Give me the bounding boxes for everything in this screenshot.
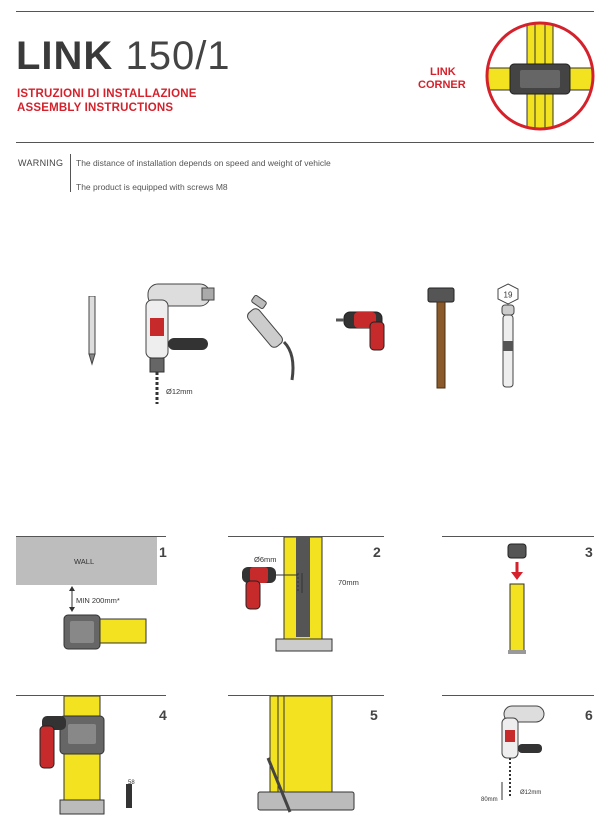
wall-label: WALL xyxy=(74,557,95,566)
subtitle-italian: ISTRUZIONI DI INSTALLAZIONE xyxy=(17,88,197,100)
drill-depth: 70mm xyxy=(338,578,359,587)
caulking-gun-icon xyxy=(244,294,314,384)
screw-size: 58 xyxy=(128,780,135,786)
step-number: 5 xyxy=(370,707,378,723)
step-number: 6 xyxy=(585,707,593,723)
drill-bit-size: Ø6mm xyxy=(254,555,277,564)
drill-bit-size: Ø12mm xyxy=(166,387,193,396)
sledgehammer-icon xyxy=(426,286,456,390)
warning-line: The product is equipped with screws M8 xyxy=(76,182,228,192)
step6-illustration xyxy=(496,702,556,802)
wrench-size-label: 19 xyxy=(503,290,513,300)
warning-line: The distance of installation depends on speed and weight of vehicle xyxy=(76,158,331,168)
corner-label-line1: LINK xyxy=(430,66,456,78)
warning-divider xyxy=(70,154,71,192)
min-distance-note: MIN 200mm* xyxy=(76,596,120,605)
step5-illustration xyxy=(254,696,358,816)
drill-bit-size: Ø12mm xyxy=(520,790,542,796)
step6-rule xyxy=(442,695,594,696)
header-rule xyxy=(16,142,594,143)
corner-label-line2: CORNER xyxy=(418,79,466,91)
torque-wrench-icon xyxy=(494,283,522,391)
step3-illustration xyxy=(500,540,536,656)
top-rule xyxy=(16,11,594,12)
step-number: 4 xyxy=(159,707,167,723)
drill-depth: 80mm xyxy=(481,797,498,803)
step3-rule xyxy=(442,536,594,537)
page-title: LINK 150/1 xyxy=(16,34,231,78)
subtitle-english: ASSEMBLY INSTRUCTIONS xyxy=(17,102,174,114)
link-corner-illustration xyxy=(482,18,598,134)
warning-label: WARNING xyxy=(18,158,64,168)
step-number: 2 xyxy=(373,544,381,560)
step-number: 1 xyxy=(159,544,167,560)
step4-illustration xyxy=(28,696,142,816)
step-number: 3 xyxy=(585,544,593,560)
cordless-screwdriver-icon xyxy=(336,304,400,354)
pencil-icon xyxy=(86,296,98,366)
